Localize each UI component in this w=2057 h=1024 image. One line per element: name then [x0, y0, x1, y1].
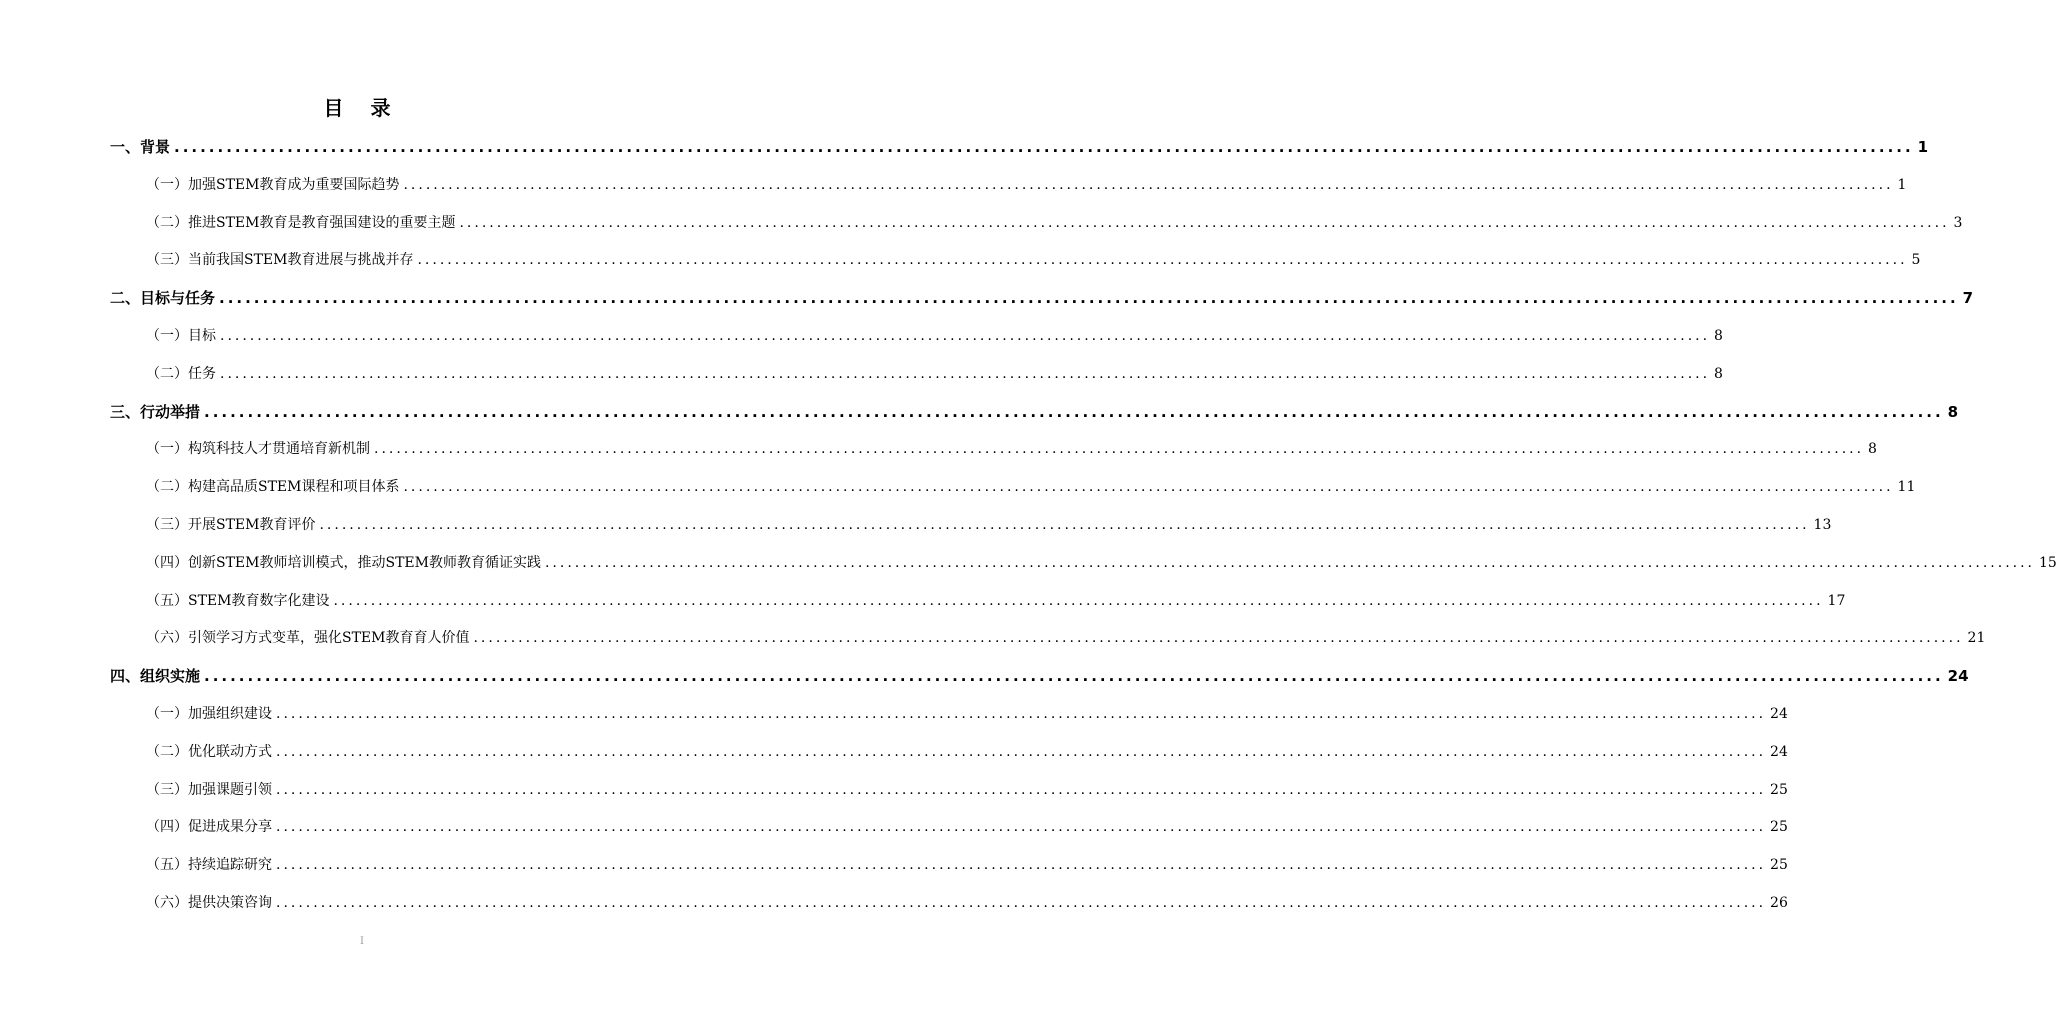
- toc-leader-dots: ........................................................................................................................................................................................................: [403, 176, 1894, 193]
- toc-leader-dots: ........................................................................................................................................................................................................: [276, 706, 1767, 722]
- toc-section-entry[interactable]: [110, 401, 1959, 423]
- toc-page-number: 3: [1953, 214, 1963, 231]
- toc-leader-dots: ........................................................................................................................................................................................................: [374, 441, 1865, 458]
- toc-page-number: 8: [1947, 402, 1959, 421]
- toc-page-number: 15: [2039, 554, 2057, 571]
- toc-leader-dots: ........................................................................................................................................................................................................: [276, 781, 1767, 798]
- toc-page-number: 5: [1911, 252, 1921, 269]
- toc-subsection-entry[interactable]: [146, 590, 1846, 612]
- toc-page-number: 13: [1813, 517, 1832, 533]
- toc-entry-text: （二）任务: [146, 365, 216, 382]
- toc-leader-dots: ........................................................................................................................................................................................................: [403, 479, 1894, 496]
- toc-leader-dots: ........................................................................................................................................................................................................: [473, 630, 1964, 647]
- toc-subsection-entry[interactable]: [146, 212, 1963, 234]
- toc-entry-text: （一）构筑科技人才贯通培育新机制: [146, 441, 370, 458]
- toc-entry-text: 四、组织实施: [110, 667, 201, 686]
- toc-entry-text: （三）开展STEM教育评价: [146, 517, 316, 533]
- toc-title: 目 录: [323, 96, 401, 120]
- toc-leader-dots: ........................................................................................................................................................................................................: [276, 895, 1767, 911]
- toc-leader-dots: ........................................................................................................................................................................................................: [220, 328, 1711, 344]
- toc-subsection-entry[interactable]: [146, 174, 1907, 196]
- toc-leader-dots: ........................................................................................................................................................................................................: [276, 743, 1767, 760]
- toc-subsection-entry[interactable]: [146, 476, 1916, 498]
- toc-entry-text: （三）加强课题引领: [146, 781, 272, 798]
- toc-entry-text: （二）优化联动方式: [146, 743, 272, 760]
- toc-page-number: 24: [1947, 667, 1969, 686]
- toc-page-number: 8: [1868, 441, 1877, 458]
- toc-entry-text: 三、行动举措: [110, 402, 201, 421]
- toc-subsection-entry[interactable]: [146, 325, 1723, 347]
- toc-leader-dots: ........................................................................................................................................................................................................: [459, 214, 1950, 231]
- toc-entry-text: （五）STEM教育数字化建设: [146, 592, 330, 609]
- toc-subsection-entry[interactable]: [146, 816, 1788, 838]
- toc-page-number: 24: [1770, 743, 1788, 760]
- toc-page-number: 25: [1770, 857, 1788, 874]
- toc-entry-text: （一）加强组织建设: [146, 706, 272, 722]
- toc-subsection-entry[interactable]: [146, 438, 1877, 460]
- toc-entry-text: （六）提供决策咨询: [146, 895, 272, 911]
- toc-page-number: 11: [1897, 479, 1916, 496]
- toc-leader-dots: ........................................................................................................................................................................................................: [319, 517, 1810, 533]
- toc-page-number: 26: [1770, 895, 1788, 911]
- toc-section-entry[interactable]: [110, 287, 1974, 309]
- toc-leader-dots: ........................................................................................................................................................................................................: [333, 592, 1824, 609]
- toc-section-entry[interactable]: [110, 665, 1969, 687]
- toc-entry-text: （六）引领学习方式变革，强化STEM教育育人价值: [146, 630, 470, 647]
- toc-subsection-entry[interactable]: [146, 892, 1788, 914]
- toc-leader-dots: ........................................................................................................................................................................................................: [276, 857, 1767, 874]
- toc-entry-text: （二）推进STEM教育是教育强国建设的重要主题: [146, 214, 456, 231]
- toc-page-number: 25: [1770, 819, 1788, 836]
- toc-subsection-entry[interactable]: [146, 854, 1788, 876]
- toc-subsection-entry[interactable]: [146, 363, 1723, 385]
- toc-entry-text: （一）目标: [146, 328, 216, 344]
- toc-page-number: 21: [1967, 630, 1986, 647]
- toc-page-number: 24: [1770, 706, 1788, 722]
- toc-page-number: 7: [1962, 289, 1974, 308]
- toc-entry-text: （一）加强STEM教育成为重要国际趋势: [146, 176, 400, 193]
- toc-section-entry[interactable]: [110, 136, 1929, 158]
- toc-leader-dots: ........................................................................................................................................................................................................: [544, 554, 2036, 571]
- toc-entry-text: 二、目标与任务: [110, 289, 216, 308]
- toc-entry-text: （二）构建高品质STEM课程和项目体系: [146, 479, 400, 496]
- toc-page-number: 17: [1827, 592, 1846, 609]
- toc-leader-dots: ........................................................................................................................................................................................................: [174, 138, 1914, 156]
- toc-entry-text: （三）当前我国STEM教育进展与挑战并存: [146, 252, 414, 269]
- toc-page-number: 8: [1714, 365, 1723, 382]
- toc-subsection-entry[interactable]: [146, 741, 1788, 763]
- toc-leader-dots: ........................................................................................................................................................................................................: [276, 819, 1767, 836]
- toc-entry-text: （四）创新STEM教师培训模式，推动STEM教师教育循证实践: [146, 554, 541, 571]
- toc-subsection-entry[interactable]: [146, 249, 1921, 271]
- toc-page-number: 25: [1770, 781, 1788, 798]
- toc-entry-text: （四）促进成果分享: [146, 819, 272, 836]
- toc-leader-dots: ........................................................................................................................................................................................................: [219, 289, 1959, 308]
- toc-entry-text: （五）持续追踪研究: [146, 857, 272, 874]
- toc-subsection-entry[interactable]: [146, 552, 2057, 574]
- toc-subsection-entry[interactable]: [146, 514, 1832, 536]
- toc-subsection-entry[interactable]: [146, 703, 1788, 725]
- toc-page-number: 1: [1917, 138, 1929, 156]
- toc-page-number: 8: [1714, 328, 1723, 344]
- toc-subsection-entry[interactable]: [146, 627, 1986, 649]
- toc-subsection-entry[interactable]: [146, 779, 1788, 801]
- toc-leader-dots: ........................................................................................................................................................................................................: [417, 252, 1908, 269]
- toc-leader-dots: ........................................................................................................................................................................................................: [204, 402, 1944, 421]
- toc-entry-text: 一、背景: [110, 138, 171, 156]
- page-number-footer: I: [360, 936, 364, 947]
- toc-leader-dots: ........................................................................................................................................................................................................: [220, 365, 1711, 382]
- toc-leader-dots: ........................................................................................................................................................................................................: [204, 667, 1944, 686]
- toc-page-number: 1: [1897, 176, 1907, 193]
